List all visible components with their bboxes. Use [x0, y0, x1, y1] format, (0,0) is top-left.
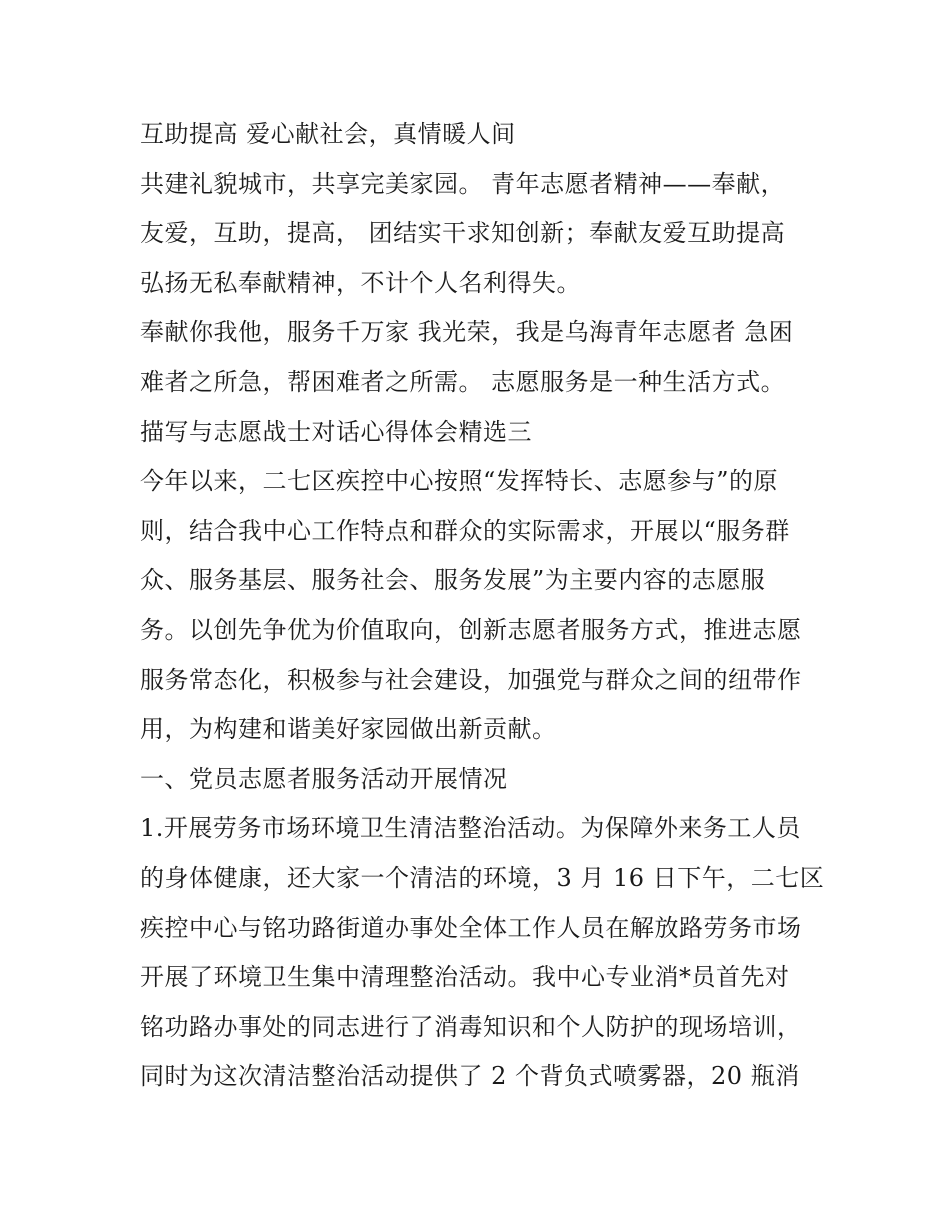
- text-line: 弘扬无私奉献精神，不计个人名利得失。: [140, 268, 581, 297]
- document-body: [140, 110, 825, 1102]
- text-line: 共建礼貌城市，共享完美家园。 青年志愿者精神——奉献，: [140, 169, 786, 198]
- text-line: 难者之所急，帮困难者之所需。 志愿服务是一种生活方式。: [140, 367, 786, 396]
- text-line: 铭功路办事处的同志进行了消毒知识和个人防护的现场培训，: [140, 1012, 802, 1041]
- section-heading: 一、党员志愿者服务活动开展情况: [140, 764, 508, 793]
- text-line: 服务常态化，积极参与社会建设，加强党与群众之间的纽带作: [140, 665, 802, 694]
- text-line: 务。以创先争优为价值取向，创新志愿者服务方式，推进志愿: [140, 615, 802, 644]
- text-line: 众、服务基层、服务社会、服务发展”为主要内容的志愿服: [140, 566, 766, 595]
- text-line: 开展了环境卫生集中清理整治活动。我中心专业消*员首先对: [140, 963, 790, 992]
- text-line: 用，为构建和谐美好家园做出新贡献。: [140, 715, 557, 744]
- text-line: 的身体健康，还大家一个清洁的环境，3 月 16 日下午，二七区: [140, 863, 825, 892]
- text-line: 今年以来，二七区疾控中心按照“发挥特长、志愿参与”的原: [140, 467, 779, 496]
- text-line: 互助提高 爱心献社会，真情暖人间: [140, 120, 516, 148]
- text-line: 1.开展劳务市场环境卫生清洁整治活动。为保障外来务工人员: [140, 814, 801, 843]
- section-heading: 描写与志愿战士对话心得体会精选三: [140, 417, 532, 446]
- text-line: 奉献你我他，服务千万家 我光荣，我是乌海青年志愿者 急困: [140, 318, 794, 347]
- text-line: 同时为这次清洁整治活动提供了 2 个背负式喷雾器，20 瓶消: [140, 1062, 800, 1091]
- text-line: 友爱，互助，提高， 团结实干求知创新；奉献友爱互助提高: [140, 219, 786, 248]
- text-line: 疾控中心与铭功路街道办事处全体工作人员在解放路劳务市场: [140, 913, 802, 942]
- text-line: 则，结合我中心工作特点和群众的实际需求，开展以“服务群: [140, 516, 790, 545]
